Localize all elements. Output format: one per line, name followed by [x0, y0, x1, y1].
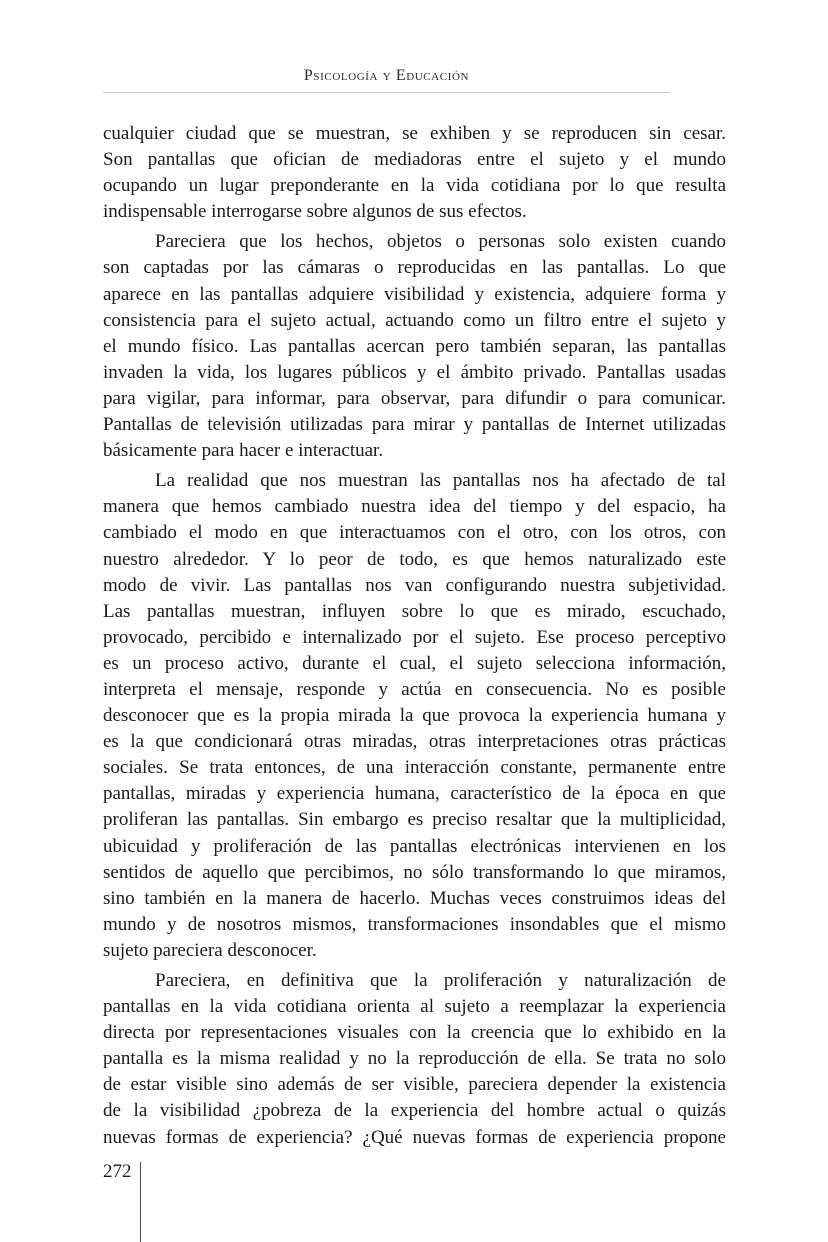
text-line: el mundo físico. Las pantallas acercan pero también separan, las pantallas [103, 335, 726, 357]
text-line: nuestro alrededor. Y lo peor de todo, es que hemos naturalizado este [103, 548, 726, 570]
text-line: sociales. Se trata entonces, de una interacción constante, permanente entre [103, 757, 726, 779]
text-line: es la que condicionará otras miradas, otras interpretaciones otras prácticas [103, 731, 726, 753]
text-line: cualquier ciudad que se muestran, se exhiben y se reproducen sin cesar. [103, 123, 726, 144]
text-line: mundo y de nosotros mismos, transformaciones insondables que el mismo [103, 913, 726, 935]
paragraph [103, 121, 726, 225]
text-line: de estar visible sino además de ser visible, pareciera depender la existencia [103, 1074, 726, 1096]
running-header-title: Psicología y Educación [303, 67, 470, 84]
paragraph [103, 468, 726, 964]
text-line: de la visibilidad ¿pobreza de la experiencia del hombre actual o quizás [103, 1100, 726, 1122]
text-line: básicamente para hacer e interactuar. [103, 440, 384, 462]
text-line: pantalla es la misma realidad y no la reproducción de ella. Se trata no solo [103, 1048, 726, 1070]
paragraph [103, 229, 726, 464]
text-line: interpreta el mensaje, responde y actúa en consecuencia. No es posible [103, 678, 726, 700]
text-line: manera que hemos cambiado nuestra idea del tiempo y del espacio, ha [103, 496, 726, 518]
text-line: sentidos de aquello que percibimos, no sólo transformando lo que miramos, [103, 861, 726, 883]
text-line: pantallas, miradas y experiencia humana, característico de la época en que [103, 783, 726, 805]
text-line: sino también en la manera de hacerlo. Muchas veces construimos ideas del [103, 887, 726, 909]
text-line: indispensable interrogarse sobre algunos de sus efectos. [103, 201, 527, 223]
text-line: directa por representaciones visuales con la creencia que lo exhibido en la [103, 1022, 726, 1044]
running-header [103, 62, 670, 93]
text-line: provocado, percibido e internalizado por el sujeto. Ese proceso perceptivo [103, 626, 726, 648]
text-line: Pareciera que los hechos, objetos o personas solo existen cuando [155, 231, 726, 253]
text-line: Pareciera, en definitiva que la proliferación y naturalización de [155, 970, 726, 991]
text-line: La realidad que nos muestran las pantallas nos ha afectado de tal [155, 470, 726, 492]
text-line: consistencia para el sujeto actual, actuando como un filtro entre el sujeto y [103, 309, 726, 331]
text-line: Pantallas de televisión utilizadas para mirar y pantallas de Internet utilizadas [103, 414, 726, 436]
page-number-rule [140, 1162, 141, 1242]
text-line: modo de vivir. Las pantallas nos van configurando nuestra subjetividad. [103, 574, 726, 596]
text-line: cambiado el modo en que interactuamos con el otro, con los otros, con [103, 522, 726, 544]
body-text [103, 121, 726, 1155]
text-line: para vigilar, para informar, para observar, para difundir o para comunicar. [103, 387, 726, 409]
text-line: es un proceso activo, durante el cual, el sujeto selecciona información, [103, 652, 726, 674]
text-line: desconocer que es la propia mirada la que provoca la experiencia humana y [103, 705, 726, 727]
text-line: nuevas formas de experiencia? ¿Qué nuevas formas de experiencia propone [103, 1126, 726, 1148]
page-number: 272 [103, 1161, 132, 1182]
text-line: pantallas en la vida cotidiana orienta al sujeto a reemplazar la experiencia [103, 996, 726, 1018]
text-line: ubicuidad y proliferación de las pantallas electrónicas intervienen en los [103, 835, 726, 857]
text-line: sujeto pareciera desconocer. [103, 939, 317, 961]
text-line: invaden la vida, los lugares públicos y el ámbito privado. Pantallas usadas [103, 361, 726, 383]
text-line: Las pantallas muestran, influyen sobre lo que es mirado, escuchado, [103, 600, 726, 622]
paragraph [103, 968, 726, 1151]
text-line: ocupando un lugar preponderante en la vida cotidiana por lo que resulta [103, 175, 726, 197]
text-line: aparece en las pantallas adquiere visibilidad y existencia, adquiere forma y [103, 283, 726, 305]
text-line: Son pantallas que ofician de mediadoras entre el sujeto y el mundo [103, 149, 726, 171]
text-line: proliferan las pantallas. Sin embargo es preciso resaltar que la multiplicidad, [103, 809, 726, 831]
text-line: son captadas por las cámaras o reproducidas en las pantallas. Lo que [103, 257, 726, 279]
